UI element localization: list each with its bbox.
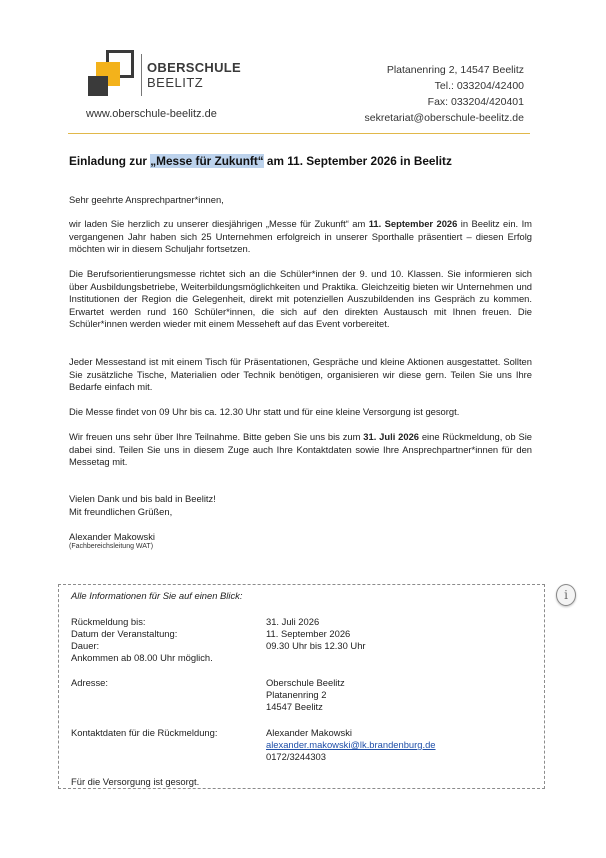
school-email[interactable]: sekretariat@oberschule-beelitz.de — [364, 112, 524, 124]
school-address: Platanenring 2, 14547 Beelitz — [386, 64, 524, 76]
paragraph-5-text-a: Wir freuen uns sehr über Ihre Teilnahme. Bitte geben Sie uns bis zum — [69, 431, 364, 442]
closing-greeting: Mit freundlichen Grüßen, — [69, 506, 173, 517]
info-value-adresse-line1: Oberschule Beelitz — [266, 677, 345, 688]
info-label-dauer: Dauer: — [71, 640, 100, 651]
paragraph-4: Die Messe findet von 09 Uhr bis ca. 12.30 Uhr statt und für eine kleine Versorgung ist gesorgt. — [69, 406, 460, 417]
info-label-datum: Datum der Veranstaltung: — [71, 628, 178, 639]
info-label-kontakt: Kontaktdaten für die Rückmeldung: — [71, 727, 218, 738]
logo-dark-square — [88, 76, 108, 96]
info-label-adresse: Adresse: — [71, 677, 108, 688]
school-phone: Tel.: 033204/42400 — [434, 80, 524, 92]
info-value-adresse-line2: Platanenring 2 — [266, 689, 327, 700]
paragraph-5-text-b: eine Rückmeldung, ob Sie dabei sind. Teilen Sie uns in diesem Zuge auch Ihre Kontaktdaten sowie Ihre Ansprechpartner*innen für den Messetag mit. — [69, 431, 533, 468]
title-suffix: am 11. September 2026 in Beelitz — [263, 154, 452, 168]
paragraph-3: Jeder Messestand ist mit einem Tisch für Präsentationen, Gespräche und kleine Aktionen ausgestattet. Sollten Sie zusätzliche Tische, Materialien oder Technik benötigen, organisieren wir diese gern. Teilen Sie uns Ihre Bedarfe einfach mit. — [69, 356, 532, 393]
info-value-adresse-line3: 14547 Beelitz — [266, 701, 323, 712]
closing-thanks: Vielen Dank und bis bald in Beelitz! — [69, 493, 216, 504]
info-ankommen: Ankommen ab 08.00 Uhr möglich. — [71, 652, 213, 663]
school-contact-block — [365, 62, 525, 126]
paragraph-1 — [69, 218, 532, 256]
school-website[interactable]: www.oberschule-beelitz.de — [86, 108, 217, 120]
info-icon[interactable]: i — [556, 584, 576, 606]
title-prefix: Einladung zur — [69, 154, 151, 168]
signer-name: Alexander Makowski — [69, 531, 155, 542]
school-logo — [88, 50, 138, 98]
paragraph-1-bold-date: 11. September 2026 — [368, 218, 458, 229]
info-label-rueckmeldung: Rückmeldung bis: — [71, 616, 146, 627]
salutation: Sehr geehrte Ansprechpartner*innen, — [69, 194, 224, 205]
logo-divider — [141, 54, 142, 96]
paragraph-5-bold-date: 31. Juli 2026 — [363, 431, 419, 442]
logo-name-line2: BEELITZ — [147, 75, 204, 90]
signer-role: (Fachbereichsleitung WAT) — [69, 543, 154, 550]
info-box-heading: Alle Informationen für Sie auf einen Blick: — [71, 590, 243, 601]
info-value-dauer: 09.30 Uhr bis 12.30 Uhr — [266, 640, 366, 651]
info-value-kontakt-phone: 0172/3244303 — [266, 751, 326, 762]
school-fax: Fax: 033204/420401 — [427, 96, 524, 108]
title-highlighted-text[interactable]: „Messe für Zukunft“ — [150, 154, 264, 168]
contact-email-link[interactable]: alexander.makowski@lk.brandenburg.de — [266, 739, 436, 750]
paragraph-5 — [69, 431, 532, 469]
paragraph-2: Die Berufsorientierungsmesse richtet sich an die Schüler*innen der 9. und 10. Klassen. Sie informieren sich über Ausbildungsbetriebe, Weiterbildungsmöglichkeiten und Praktika. Gleichzeitig bieten wir Unternehmen und Institutionen der Region die Gelegenheit, direkt mit potenziellen Auszubildenden ins Gespräch zu kommen. Erwartet werden rund 160 Schüler*innen, die sich auf den direkten Austausch mit Ihnen freuen. Die Schüler*innen werden wieder mit einem Messeheft auf das Event vorbereitet. — [69, 268, 532, 330]
paragraph-1-text-b: in Beelitz ein. Im vergangenen Jahr haben sich 25 Unternehmen erfolgreich in unserer Sporthalle präsentiert – diesen Erfolg möchten wir in diesem Schuljahr fortsetzen. — [69, 218, 532, 255]
info-value-kontakt-name: Alexander Makowski — [266, 727, 352, 738]
info-versorgung: Für die Versorgung ist gesorgt. — [71, 776, 200, 787]
logo-name-line1: OBERSCHULE — [147, 60, 242, 75]
header-divider — [68, 133, 530, 134]
info-value-datum: 11. September 2026 — [266, 628, 351, 639]
letter-title — [69, 154, 452, 168]
paragraph-1-text-a: wir laden Sie herzlich zu unserer diesjährigen „Messe für Zukunft“ am — [69, 218, 369, 229]
info-value-rueckmeldung: 31. Juli 2026 — [266, 616, 320, 627]
